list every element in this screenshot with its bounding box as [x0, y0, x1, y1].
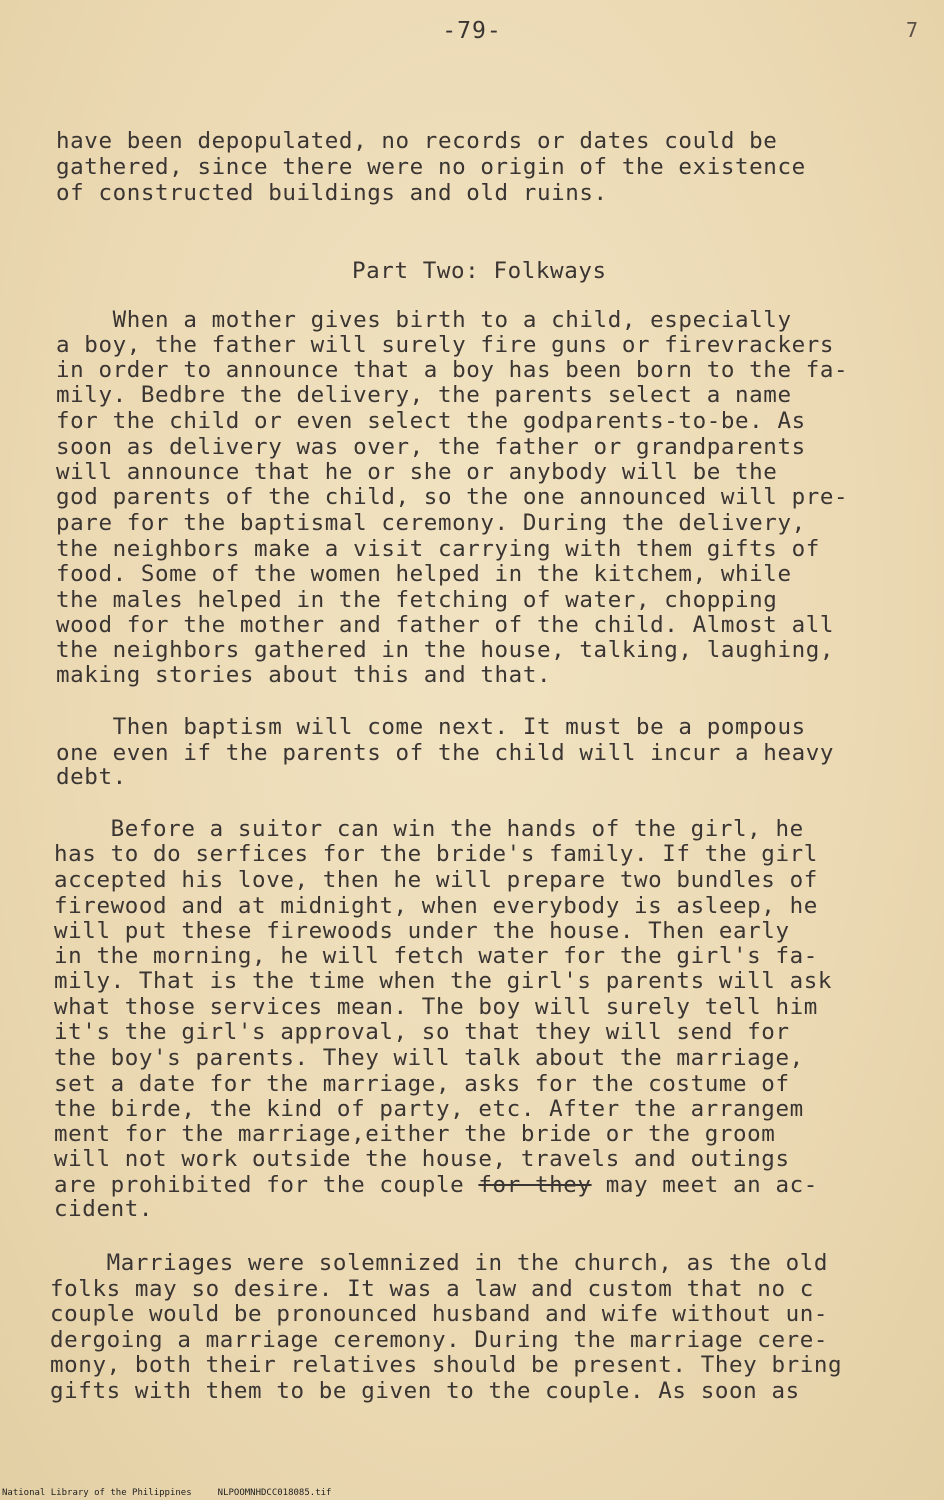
line-text-tail: may meet an ac- [591, 1172, 818, 1198]
paragraph-line: a boy, the father will surely fire guns or firevrackers [56, 332, 835, 358]
paragraph-line: wood for the mother and father of the child. Almost all [56, 612, 835, 638]
paragraph-line: the males helped in the fetching of water, chopping [56, 587, 778, 613]
paragraph-line: gathered, since there were no origin of the existence [56, 154, 806, 180]
page-number: -79- [442, 18, 502, 44]
paragraph-line: what those services mean. The boy will surely tell him [54, 994, 818, 1020]
paragraph-line: ment for the marriage,either the bride or the groom [54, 1121, 776, 1147]
paragraph-line: mony, both their relatives should be present. They bring [50, 1352, 843, 1378]
paragraph-line: have been depopulated, no records or dates could be [56, 128, 778, 154]
paragraph-line: gifts with them to be given to the couple. As soon as [50, 1378, 800, 1404]
paragraph-line: one even if the parents of the child will incur a heavy [56, 740, 835, 766]
paragraph-line: god parents of the child, so the one announced will pre- [56, 484, 849, 510]
paragraph-line: firewood and at midnight, when everybody is asleep, he [54, 893, 818, 919]
paragraph-line: dergoing a marriage ceremony. During the marriage cere- [50, 1327, 829, 1353]
paragraph-line: food. Some of the women helped in the kitchem, while [56, 561, 792, 587]
paragraph-line: will put these firewoods under the house. Then early [54, 918, 790, 944]
paragraph-line: folks may so desire. It was a law and custom that no c [50, 1276, 814, 1302]
paragraph-line: When a mother gives birth to a child, especially [56, 307, 792, 333]
paragraph-line: of constructed buildings and old ruins. [56, 180, 608, 206]
paragraph-line: accepted his love, then he will prepare two bundles of [54, 867, 818, 893]
section-heading: Part Two: Folkways [352, 258, 607, 284]
struck-text: for they [478, 1172, 592, 1198]
paragraph-line: has to do serfices for the bride's family. If the girl [54, 841, 818, 867]
paragraph-line: the neighbors make a visit carrying with them gifts of [56, 536, 820, 562]
paragraph-line: Then baptism will come next. It must be a pompous [56, 714, 806, 740]
paragraph-line: set a date for the marriage, asks for the costume of [54, 1071, 790, 1097]
paragraph-line: Marriages were solemnized in the church, as the old [50, 1250, 829, 1276]
paragraph-line: pare for the baptismal ceremony. During the delivery, [56, 510, 806, 536]
paragraph-line: for the child or even select the godparents-to-be. As [56, 408, 806, 434]
paragraph-line: the boy's parents. They will talk about the marriage, [54, 1045, 804, 1071]
corner-mark: 7 [905, 18, 918, 42]
paragraph-line: the birde, the kind of party, etc. After the arrangem [54, 1096, 804, 1122]
footer-filename: NLPOOMNHDCC018085.tif [217, 1488, 332, 1498]
paragraph-line: will not work outside the house, travels and outings [54, 1146, 790, 1172]
paragraph-line: will announce that he or she or anybody will be the [56, 459, 778, 485]
scan-footer [2, 1488, 357, 1498]
paragraph-line: soon as delivery was over, the father or grandparents [56, 434, 806, 460]
paragraph-line: Before a suitor can win the hands of the girl, he [54, 816, 804, 842]
paragraph-line: mily. Bedbre the delivery, the parents select a name [56, 382, 792, 408]
paragraph-line: the neighbors gathered in the house, talking, laughing, [56, 637, 835, 663]
paragraph-line: in the morning, he will fetch water for the girl's fa- [54, 943, 818, 969]
footer-institution: National Library of the Philippines [2, 1488, 192, 1498]
paragraph-line: making stories about this and that. [56, 662, 552, 688]
paragraph-line: it's the girl's approval, so that they will send for [54, 1019, 790, 1045]
paragraph-line: debt. [56, 764, 127, 790]
paragraph-line: couple would be pronounced husband and wife without un- [50, 1301, 829, 1327]
paragraph-line [54, 1172, 818, 1198]
paragraph-line: mily. That is the time when the girl's parents will ask [54, 968, 833, 994]
paragraph-line: in order to announce that a boy has been born to the fa- [56, 357, 849, 383]
paragraph-line: cident. [54, 1196, 154, 1222]
line-text: are prohibited for the couple [54, 1172, 465, 1198]
